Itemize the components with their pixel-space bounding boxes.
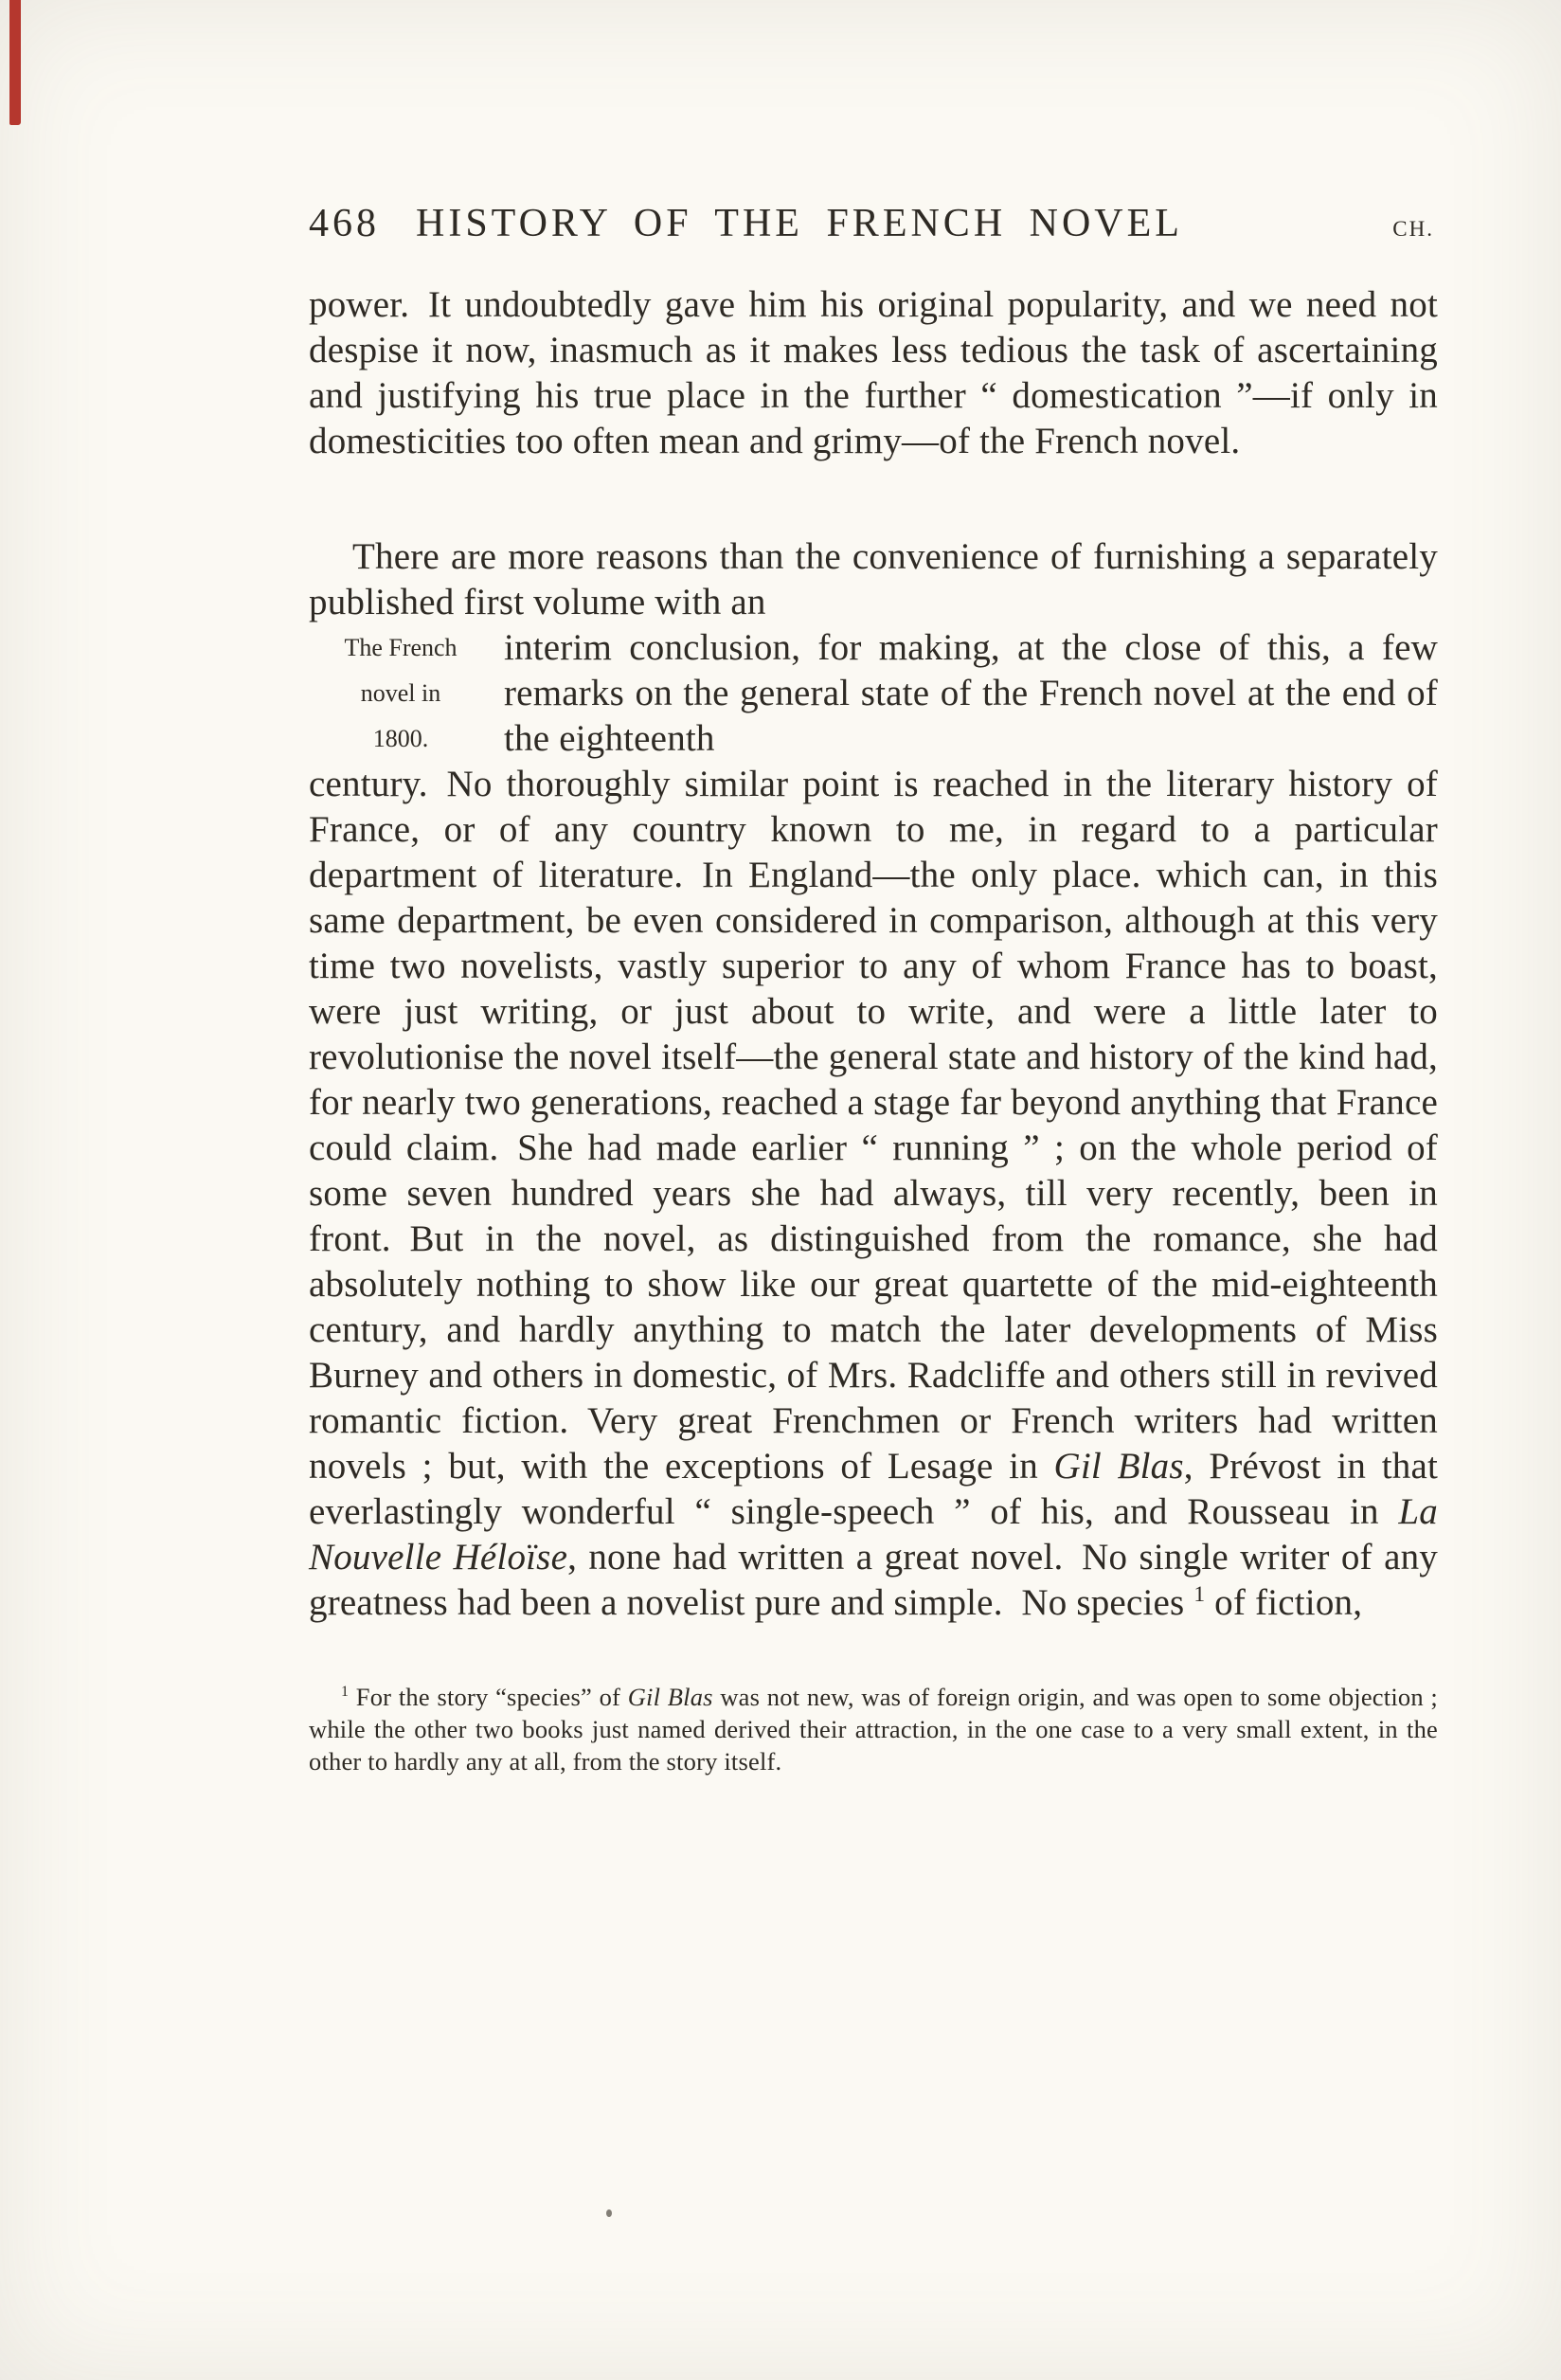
sidenote-line-3: 1800. bbox=[372, 725, 429, 752]
text-run: For the story “species” of bbox=[349, 1683, 628, 1711]
running-header bbox=[309, 201, 1438, 246]
page-content bbox=[309, 0, 1438, 1777]
text-run: interim conclusion, for making, at the close of this, a few remarks on the general state of the French novel at the end of the eighteenth bbox=[504, 627, 1438, 759]
text-run: of fiction, bbox=[1205, 1582, 1363, 1623]
scan-artifact-dot bbox=[606, 2209, 612, 2217]
text-run: 1 bbox=[341, 1684, 350, 1701]
paragraph-2-sidenote-row bbox=[309, 625, 1438, 762]
paragraph-2-continuation bbox=[309, 762, 1438, 1626]
sidenote bbox=[309, 625, 504, 762]
footnote bbox=[309, 1681, 1438, 1777]
chapter-marker: CH. bbox=[1392, 217, 1434, 241]
text-run: , Prévost in that everlastingly wonderful “ single-speech ” of his, and Rousseau in bbox=[309, 1446, 1438, 1532]
text-run: , none had written a great novel. No single writer of any greatness had been a novelist pure and simple. No species bbox=[309, 1537, 1438, 1623]
running-header-left bbox=[309, 201, 1183, 246]
header-title: HISTORY OF THE FRENCH NOVEL bbox=[416, 202, 1183, 245]
sidenote-line-1: The French bbox=[344, 634, 458, 661]
text-run: was not new, was of foreign origin, and was open to some objection ; while the other two books just named derived their attraction, in the one case to a very small extent, in the other to hardly any at all, from the story itself. bbox=[309, 1683, 1438, 1776]
text-run: power. It undoubtedly gave him his original popularity, and we need not despise it now, inasmuch as it makes less tedious the task of ascertaining and justifying his true place in the further “ domestication ”—if only in domesticities too often mean and grimy—of the French novel. bbox=[309, 284, 1438, 461]
paragraph-2-opening bbox=[309, 534, 1438, 625]
text-run: 1 bbox=[1193, 1582, 1206, 1607]
scan-artifact-red-strip bbox=[9, 0, 21, 125]
page-number: 468 bbox=[309, 202, 380, 245]
paragraph-2-beside-sidenote bbox=[504, 625, 1438, 762]
sidenote-line-2: novel in bbox=[360, 679, 441, 707]
text-run: century. No thoroughly similar point is reached in the literary history of France, or of any country known to me, in regard to a particular department of literature. In England—the only place. which can, in this same department, be even considered in comparison, although at this very time two novelists, vastly superior to any of whom France has to boast, were just writing, or just about to write, and were a little later to revolutionise the novel itself—the general state and history of the kind had, for nearly two generations, reached a stage far beyond anything that France could claim. She had made earlier “ running ” ; on the whole period of some seven hundred years she had always, till very recently, been in front. But in the novel, as distinguished from the romance, she had absolutely nothing to show like our great quartette of the mid-eighteenth century, and hardly anything to match the later developments of Miss Burney and others in domestic, of Mrs. Radcliffe and others still in revived romantic fiction. Very great Frenchmen or French writers had written novels ; but, with the exceptions of Lesage in bbox=[309, 764, 1438, 1487]
text-run: There are more reasons than the convenience of furnishing a separately published first volume with an bbox=[309, 536, 1438, 622]
text-run: La Nouvelle Héloïse bbox=[309, 1491, 1438, 1578]
text-run: Gil Blas bbox=[627, 1683, 713, 1711]
paragraph-1 bbox=[309, 282, 1438, 464]
text-run: Gil Blas bbox=[1053, 1446, 1184, 1487]
